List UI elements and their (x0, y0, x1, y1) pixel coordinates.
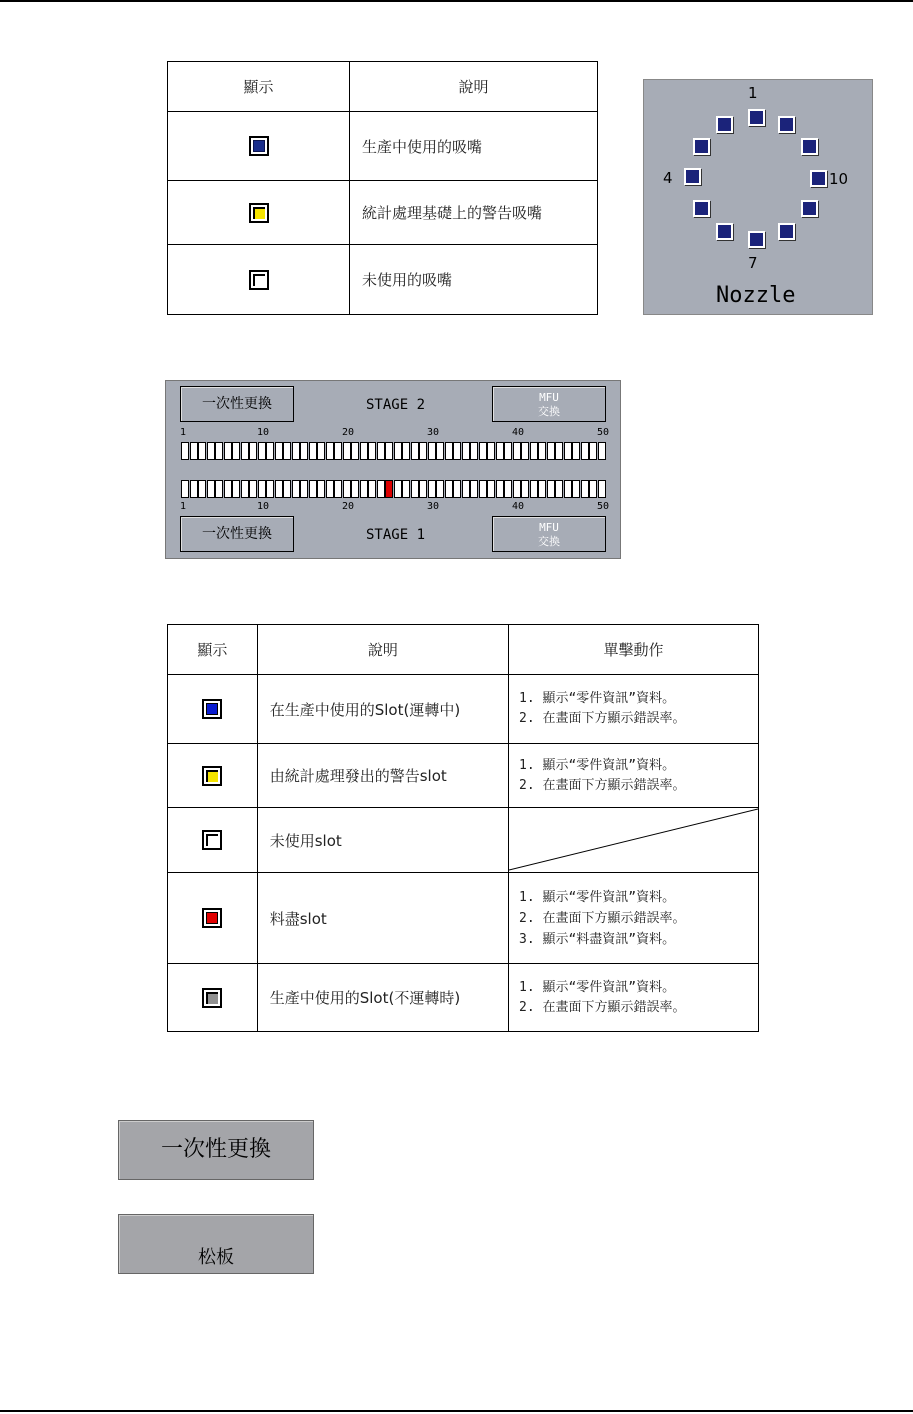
tick-label: 1 (180, 501, 187, 512)
pallet-button-label: 松板 (198, 1247, 234, 1268)
legend-desc: 在生產中使用的Slot(運轉中) (257, 675, 508, 744)
feeder-slot[interactable] (198, 442, 206, 460)
top-rule (0, 0, 913, 2)
feeder-slot[interactable] (181, 480, 189, 498)
feeder-slot[interactable] (275, 480, 283, 498)
feeder-slot[interactable] (300, 442, 308, 460)
tick-label: 30 (427, 501, 440, 512)
stage2-tick-row (180, 427, 608, 439)
legend-desc: 未使用slot (257, 808, 508, 873)
legend-cell (168, 873, 258, 964)
action-line: 1. 顯示“零件資訊”資料。 (519, 979, 676, 995)
feeder-slot[interactable] (275, 442, 283, 460)
feeder-slot[interactable] (445, 442, 453, 460)
feeder-slot[interactable] (521, 480, 529, 498)
feeder-slot[interactable] (377, 442, 385, 460)
legend-desc: 由統計處理發出的警告slot (257, 744, 508, 808)
nozzle-label-1: 1 (748, 84, 758, 102)
feeder-slot[interactable] (411, 442, 419, 460)
feeder-slot[interactable] (572, 442, 580, 460)
nozzle-8[interactable] (778, 223, 795, 240)
action-line: 3. 顯示“料盡資訊”資料。 (519, 931, 676, 947)
feeder-slot[interactable] (249, 442, 257, 460)
col-header-description: 說明 (257, 625, 508, 675)
nozzle-label-10: 10 (829, 170, 849, 188)
legend-cell (168, 808, 258, 873)
slot-running-icon (202, 699, 222, 719)
col-header-display: 顯示 (168, 625, 258, 675)
feeder-slot[interactable] (479, 442, 487, 460)
mfu-label-line2: 交換 (538, 405, 560, 418)
feeder-slot[interactable] (207, 442, 215, 460)
feeder-slot[interactable] (368, 442, 376, 460)
tick-label: 30 (427, 427, 440, 438)
feeder-slot[interactable] (436, 480, 444, 498)
tick-label: 10 (257, 501, 270, 512)
tick-label: 40 (512, 427, 525, 438)
feeder-slot[interactable] (292, 442, 300, 460)
nozzle-label-7: 7 (748, 254, 758, 272)
legend-desc: 料盡slot (257, 873, 508, 964)
legend-cell (168, 675, 258, 744)
feeder-slot[interactable] (394, 442, 402, 460)
feeder-slot[interactable] (317, 442, 325, 460)
action-line: 2. 在畫面下方顯示錯誤率。 (519, 711, 686, 726)
feeder-slot[interactable] (190, 480, 198, 498)
feeder-slot[interactable] (249, 480, 257, 498)
nozzle-12[interactable] (778, 116, 795, 133)
feeder-slot[interactable] (496, 442, 504, 460)
feeder-slot[interactable] (555, 442, 563, 460)
feeder-slot[interactable] (504, 480, 512, 498)
feeder-slot[interactable] (266, 442, 274, 460)
nozzle-legend-table (167, 61, 598, 315)
feeder-slot[interactable] (530, 480, 538, 498)
bulk-replace-button[interactable]: 一次性更換 (118, 1120, 314, 1180)
feeder-slot[interactable] (317, 480, 325, 498)
slot-warning-icon (202, 766, 222, 786)
legend-cell (168, 112, 350, 181)
feeder-slot[interactable] (207, 480, 215, 498)
legend-desc: 生產中使用的Slot(不運轉時) (257, 964, 508, 1032)
feeder-slot[interactable] (309, 480, 317, 498)
legend-actions (509, 675, 759, 744)
stage-panel (165, 380, 621, 559)
feeder-slot[interactable] (598, 480, 606, 498)
nozzle-9[interactable] (801, 200, 818, 217)
feeder-slot[interactable] (581, 480, 589, 498)
slot-idle-icon (202, 988, 222, 1008)
feeder-slot[interactable] (402, 480, 410, 498)
feeder-slot[interactable] (368, 480, 376, 498)
feeder-slot[interactable] (445, 480, 453, 498)
nozzle-title: Nozzle (716, 283, 796, 308)
stage2-bulk-replace-button[interactable]: 一次性更換 (180, 386, 294, 422)
feeder-slot[interactable] (385, 480, 393, 498)
feeder-slot[interactable] (326, 480, 334, 498)
feeder-slot[interactable] (394, 480, 402, 498)
mfu-label-line1: MFU (539, 391, 559, 404)
stage2-title: STAGE 2 (366, 397, 426, 413)
nozzle-3[interactable] (693, 138, 710, 155)
feeder-slot[interactable] (487, 480, 495, 498)
col-header-description: 說明 (350, 62, 598, 112)
slot-empty-icon (202, 908, 222, 928)
feeder-slot[interactable] (283, 442, 291, 460)
diagonal-line (509, 808, 758, 872)
tick-label: 10 (257, 427, 270, 438)
nozzle-7[interactable] (748, 231, 765, 248)
legend-desc: 統計處理基礎上的警告吸嘴 (350, 181, 598, 245)
feeder-slot[interactable] (309, 442, 317, 460)
bottom-rule (0, 1410, 913, 1412)
action-line: 1. 顯示“零件資訊”資料。 (519, 889, 676, 905)
nozzle-2[interactable] (716, 116, 733, 133)
feeder-slot[interactable] (258, 442, 266, 460)
nozzle-10[interactable] (810, 170, 827, 187)
tick-label: 50 (597, 427, 610, 438)
feeder-slot[interactable] (292, 480, 300, 498)
action-line: 2. 在畫面下方顯示錯誤率。 (519, 777, 686, 793)
feeder-slot[interactable] (428, 442, 436, 460)
feeder-slot[interactable] (428, 480, 436, 498)
stage2-mfu-exchange-button[interactable] (492, 386, 606, 422)
feeder-slot[interactable] (504, 442, 512, 460)
stage1-bulk-replace-button[interactable]: 一次性更換 (180, 516, 294, 552)
legend-cell (168, 964, 258, 1032)
feeder-slot[interactable] (402, 442, 410, 460)
legend-actions-empty (509, 808, 759, 873)
feeder-slot[interactable] (496, 480, 504, 498)
nozzle-in-use-icon (249, 136, 269, 156)
slot-legend-table (167, 624, 759, 1032)
feeder-slot[interactable] (241, 442, 249, 460)
feeder-slot[interactable] (538, 480, 546, 498)
legend-actions (509, 744, 759, 808)
feeder-slot[interactable] (190, 442, 198, 460)
feeder-slot[interactable] (351, 442, 359, 460)
feeder-slot[interactable] (283, 480, 291, 498)
slot-unused-icon (202, 830, 222, 850)
nozzle-panel (643, 79, 873, 315)
col-header-display: 顯示 (168, 62, 350, 112)
feeder-slot[interactable] (360, 442, 368, 460)
feeder-slot[interactable] (453, 442, 461, 460)
feeder-slot[interactable] (547, 442, 555, 460)
feeder-slot[interactable] (419, 442, 427, 460)
feeder-slot[interactable] (453, 480, 461, 498)
feeder-slot[interactable] (232, 480, 240, 498)
feeder-slot[interactable] (266, 480, 274, 498)
feeder-slot[interactable] (224, 442, 232, 460)
tick-label: 20 (342, 501, 355, 512)
stage1-title: STAGE 1 (366, 527, 426, 543)
feeder-slot[interactable] (411, 480, 419, 498)
feeder-slot[interactable] (351, 480, 359, 498)
legend-desc: 生產中使用的吸嘴 (350, 112, 598, 181)
feeder-slot[interactable] (513, 480, 521, 498)
feeder-slot[interactable] (564, 480, 572, 498)
feeder-slot[interactable] (224, 480, 232, 498)
tick-label: 20 (342, 427, 355, 438)
stage1-tick-row (180, 501, 608, 513)
nozzle-1[interactable] (748, 109, 765, 126)
action-line: 1. 顯示“零件資訊”資料。 (519, 691, 676, 706)
feeder-slot[interactable] (232, 442, 240, 460)
feeder-slot[interactable] (258, 480, 266, 498)
feeder-slot[interactable] (198, 480, 206, 498)
feeder-slot[interactable] (385, 442, 393, 460)
feeder-slot[interactable] (470, 442, 478, 460)
legend-actions (509, 873, 759, 964)
feeder-slot[interactable] (581, 442, 589, 460)
feeder-slot[interactable] (241, 480, 249, 498)
feeder-slot[interactable] (462, 442, 470, 460)
action-line: 1. 顯示“零件資訊”資料。 (519, 757, 676, 773)
feeder-slot[interactable] (181, 442, 189, 460)
mfu-label-line1: MFU (539, 521, 559, 534)
feeder-slot[interactable] (547, 480, 555, 498)
action-line: 2. 在畫面下方顯示錯誤率。 (519, 999, 686, 1015)
mfu-label-line2: 交換 (538, 535, 560, 548)
nozzle-11[interactable] (801, 138, 818, 155)
nozzle-6[interactable] (716, 223, 733, 240)
feeder-slot[interactable] (479, 480, 487, 498)
nozzle-4[interactable] (684, 168, 701, 185)
tick-label: 50 (597, 501, 610, 512)
legend-cell (168, 245, 350, 315)
feeder-slot[interactable] (360, 480, 368, 498)
stage1-mfu-exchange-button[interactable] (492, 516, 606, 552)
feeder-slot[interactable] (300, 480, 308, 498)
feeder-slot[interactable] (462, 480, 470, 498)
legend-cell (168, 181, 350, 245)
feeder-slot[interactable] (343, 480, 351, 498)
feeder-slot[interactable] (334, 442, 342, 460)
nozzle-label-4: 4 (663, 169, 673, 187)
feeder-slot[interactable] (572, 480, 580, 498)
feeder-slot[interactable] (598, 442, 606, 460)
feeder-slot[interactable] (419, 480, 427, 498)
feeder-slot[interactable] (470, 480, 478, 498)
feeder-slot[interactable] (377, 480, 385, 498)
feeder-slot[interactable] (589, 442, 597, 460)
feeder-slot[interactable] (215, 480, 223, 498)
nozzle-unused-icon (249, 270, 269, 290)
feeder-slot[interactable] (530, 442, 538, 460)
nozzle-warning-icon (249, 203, 269, 223)
feeder-slot[interactable] (436, 442, 444, 460)
feeder-slot[interactable] (334, 480, 342, 498)
nozzle-5[interactable] (693, 200, 710, 217)
feeder-slot[interactable] (589, 480, 597, 498)
feeder-slot[interactable] (487, 442, 495, 460)
feeder-slot[interactable] (343, 442, 351, 460)
pallet-button[interactable] (118, 1214, 314, 1274)
tick-label: 40 (512, 501, 525, 512)
legend-desc: 未使用的吸嘴 (350, 245, 598, 315)
feeder-slot[interactable] (215, 442, 223, 460)
feeder-slot[interactable] (326, 442, 334, 460)
legend-actions (509, 964, 759, 1032)
feeder-slot[interactable] (513, 442, 521, 460)
feeder-slot[interactable] (564, 442, 572, 460)
col-header-click-action: 單擊動作 (509, 625, 759, 675)
tick-label: 1 (180, 427, 187, 438)
feeder-slot[interactable] (555, 480, 563, 498)
feeder-slot[interactable] (538, 442, 546, 460)
legend-cell (168, 744, 258, 808)
feeder-slot[interactable] (521, 442, 529, 460)
action-line: 2. 在畫面下方顯示錯誤率。 (519, 910, 686, 926)
